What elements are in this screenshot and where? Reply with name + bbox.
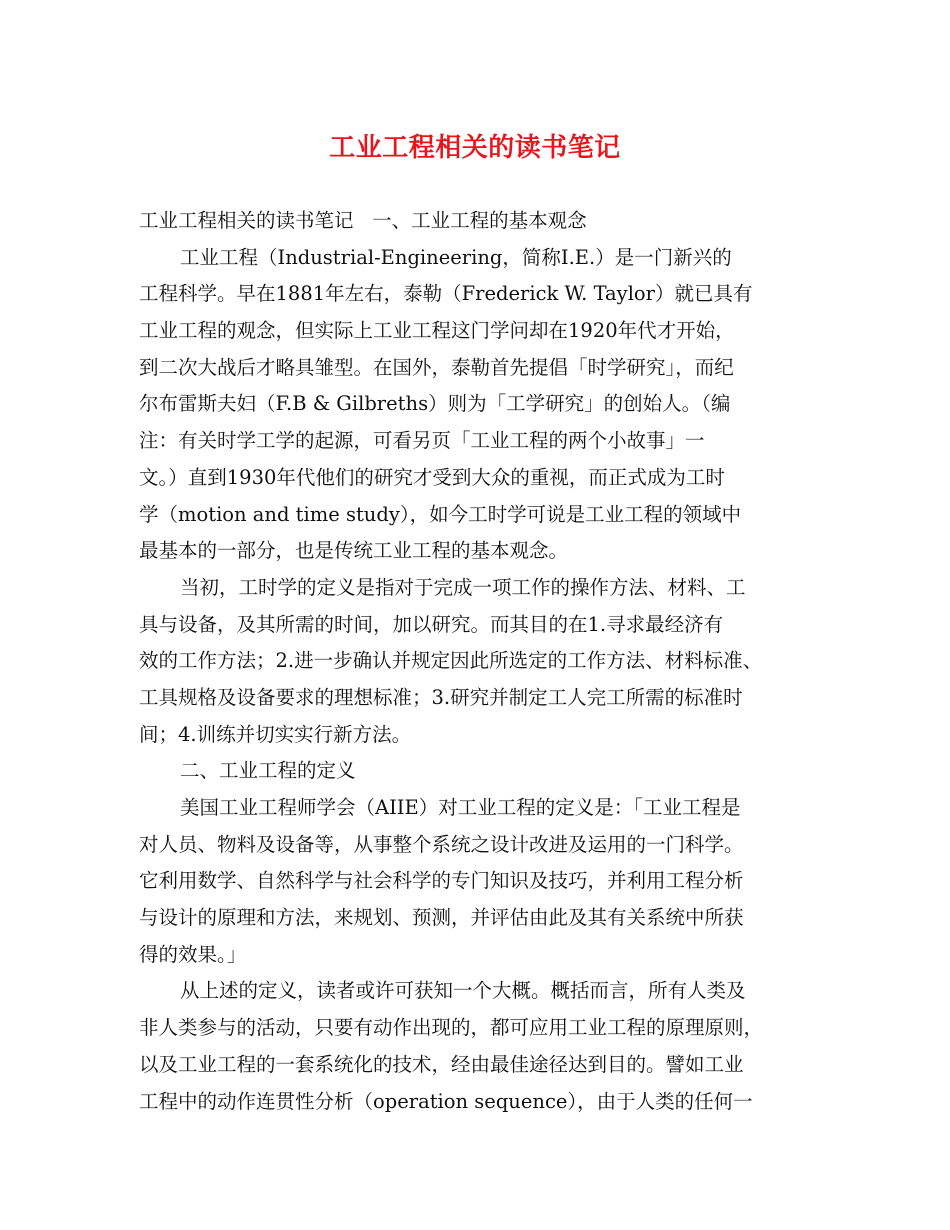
body-text-line: 得的效果。」 — [139, 942, 247, 966]
body-text-line: 二、工业工程的定义 — [180, 759, 356, 783]
body-text-line: 工具规格及设备要求的理想标准；3.研究并制定工人完工所需的标准时 — [139, 685, 743, 709]
body-text-line: 最基本的一部分，也是传统工业工程的基本观念。 — [139, 539, 569, 563]
body-text-line: 尔布雷斯夫妇（F.B & Gilbreths）则为「工学研究」的创始人。（编 — [139, 392, 731, 416]
body-text-line: 它利用数学、自然科学与社会科学的专门知识及技巧，并利用工程分析 — [139, 869, 744, 893]
document-title: 工业工程相关的读书笔记 — [329, 133, 621, 163]
document-body — [139, 203, 819, 1120]
body-text-line: 注：有关时学工学的起源，可看另页「工业工程的两个小故事」一 — [139, 429, 705, 453]
body-text-line: 当初，工时学的定义是指对于完成一项工作的操作方法、材料、工 — [180, 575, 746, 599]
body-text-line: 文。）直到1930年代他们的研究才受到大众的重视，而正式成为工时 — [139, 465, 725, 489]
body-text-line: 学（motion and time study），如今工时学可说是工业工程的领域中 — [139, 502, 742, 526]
body-text-line: 效的工作方法；2.进一步确认并规定因此所选定的工作方法、材料标准、 — [139, 649, 763, 673]
body-text-line: 工程中的动作连贯性分析（operation sequence），由于人类的任何一 — [139, 1089, 753, 1113]
body-text-line: 到二次大战后才略具雏型。在国外，泰勒首先提倡「时学研究」，而纪 — [139, 355, 734, 379]
body-text-line: 工业工程（Industrial-Engineering，简称I.E.）是一门新兴的 — [180, 245, 732, 269]
body-text-line: 以及工业工程的一套系统化的技术，经由最佳途径达到目的。譬如工业 — [139, 1052, 744, 1076]
body-text-line: 具与设备，及其所需的时间，加以研究。而其目的在1.寻求最经济有 — [139, 612, 724, 636]
body-text-line: 间；4.训练并切实实行新方法。 — [139, 722, 412, 746]
body-text-line: 与设计的原理和方法，来规划、预测，并评估由此及其有关系统中所获 — [139, 906, 744, 930]
body-text-line: 对人员、物料及设备等，从事整个系统之设计改进及运用的一门科学。 — [139, 832, 744, 856]
body-text-line: 工业工程的观念，但实际上工业工程这门学问却在1920年代才开始， — [139, 319, 735, 343]
body-text-line: 工业工程相关的读书笔记 一、工业工程的基本观念 — [139, 209, 587, 232]
body-text-line: 从上述的定义，读者或许可获知一个大概。概括而言，所有人类及 — [180, 979, 746, 1003]
body-text-line: 工程科学。早在1881年左右，泰勒（Frederick W. Taylor）就已具有 — [139, 282, 753, 306]
body-text-line: 非人类参与的活动，只要有动作出现的，都可应用工业工程的原理原则， — [139, 1016, 764, 1040]
body-text-line: 美国工业工程师学会（AIIE）对工业工程的定义是：「工业工程是 — [180, 796, 741, 819]
